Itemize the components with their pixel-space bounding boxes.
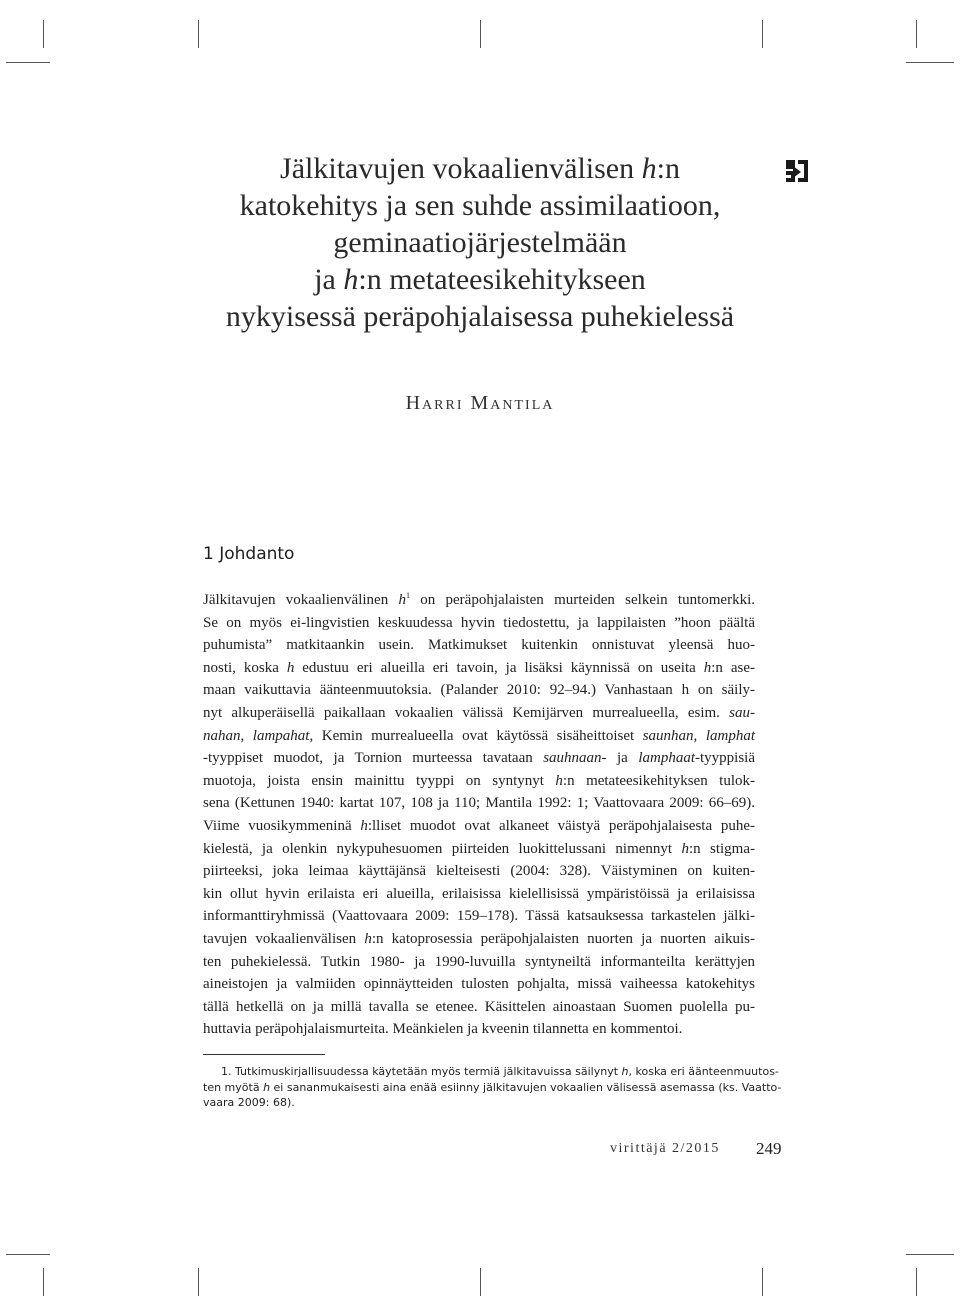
text-line: sena (Kettunen 1940: kartat 107, 108 ja 110; Mantila 1992: 1; Vaattovaara 2009: 66–69).	[203, 795, 755, 812]
crop-mark	[916, 20, 917, 48]
text-run: , Kemin murrealueella ovat käytössä sisäheittoiset	[309, 727, 643, 744]
section-heading: 1 Johdanto	[203, 544, 295, 564]
text-line	[203, 928, 755, 951]
text-run: - ja	[601, 750, 639, 767]
footnote-line	[203, 1064, 779, 1080]
body-paragraph	[203, 589, 755, 1041]
text-run: ten myötä	[203, 1080, 264, 1094]
italic-run: nahan	[203, 727, 241, 744]
crop-mark	[6, 1254, 50, 1255]
text-line	[203, 589, 755, 612]
text-line	[203, 657, 755, 680]
italic-run: sauhnaan	[543, 750, 602, 767]
crop-mark	[906, 62, 954, 63]
italic-run: h	[621, 1065, 629, 1078]
text-line: aineistojen ja valmiiden opinnäytteiden tulosten pohjalta, missä vaiheessa katokehitys	[203, 976, 755, 993]
text-run: ,	[240, 727, 253, 744]
footnote	[203, 1064, 782, 1111]
italic-run: sau-	[729, 704, 755, 721]
title-italic: h	[641, 152, 657, 185]
text-line: maan vaikuttavia äänteenmuutoksia. (Palander 2010: 92–94.) Vanhastaan h on säily-	[203, 682, 755, 699]
title-line: geminaatiojärjestelmään	[333, 226, 627, 259]
crop-mark	[480, 20, 481, 48]
title-line	[160, 150, 800, 187]
title-line: nykyisessä peräpohjalaisessa puhekielessä	[225, 300, 735, 333]
text-run: 1. Tutkimuskirjallisuudessa käytetään myös termiä jälkitavuissa säilynyt	[221, 1065, 622, 1078]
text-line: huttavia peräpohjalaismurteita. Meänkielen ja kveenin tilannetta en kommentoi.	[203, 1021, 683, 1038]
text-run: , koska eri äänteenmuutos-	[628, 1065, 779, 1078]
text-run: -tyyppiset muodot, ja Tornion murteessa tavataan	[203, 750, 544, 767]
text-run: Viime vuosikymmeninä	[203, 817, 361, 834]
title-text: Jälkitavujen vokaalienvälisen	[280, 152, 642, 185]
text-run: tavujen vokaalienvälisen	[203, 930, 365, 947]
italic-run: h	[555, 772, 563, 789]
crop-mark	[43, 20, 44, 48]
text-run: nyt alkuperäisellä paikallaan vokaalien välissä Kemijärven murrealueella, esim.	[203, 704, 730, 721]
text-run: ,	[693, 727, 706, 744]
title-text: ja	[314, 263, 344, 296]
article-title	[160, 150, 800, 335]
text-run: ei sananmukaisesti aina enää esiinny jälkitavujen vokaalien välisessä asemassa (ks. Vaatto-	[270, 1080, 782, 1094]
title-line: katokehitys ja sen suhde assimilaatioon,	[239, 189, 721, 222]
text-run: -tyyppisiä	[695, 750, 755, 767]
footnote-divider	[203, 1054, 325, 1055]
title-text: :n metateesikehitykseen	[358, 263, 646, 296]
text-run: :lliset muodot ovat alkaneet väistyä peräpohjalaisesta puhe-	[367, 817, 755, 834]
text-line: tällä hetkellä on ja millä tavalla se etenee. Käsittelen ainoastaan Suomen puolella pu-	[203, 998, 755, 1015]
text-line	[203, 702, 755, 725]
italic-run: h	[703, 659, 712, 676]
text-run: :n ase-	[711, 659, 755, 676]
crop-mark	[762, 20, 763, 48]
journal-name: virittäjä 2/2015	[610, 1141, 720, 1156]
page-number: 249	[756, 1139, 782, 1158]
text-run: on peräpohjalaisten murteiden selkein tuntomerkki.	[409, 592, 755, 608]
text-run: edustuu eri alueilla eri tavoin, ja lisäksi käynnissä on useita	[294, 659, 704, 676]
crop-mark	[26, 62, 50, 63]
footnote-line	[203, 1080, 782, 1096]
italic-run: h	[286, 659, 295, 676]
italic-run: h	[360, 817, 368, 834]
text-line: piirteeksi, joka leimaa käyttäjänsä kielteisesti (2004: 328). Väistyminen on kuiten-	[203, 863, 755, 880]
footnote-line: vaara 2009: 68).	[203, 1096, 295, 1109]
italic-run: saunhan	[642, 727, 694, 744]
crop-mark	[906, 1254, 954, 1255]
text-line	[203, 770, 755, 793]
author-name: Harri Mantila	[405, 392, 555, 414]
crop-mark	[43, 1268, 44, 1296]
text-line: informanttiryhmissä (Vaattovaara 2009: 159–178). Tässä katsauksessa tarkastelen jälki-	[203, 908, 755, 925]
text-line	[203, 725, 755, 748]
crop-mark	[198, 1268, 199, 1296]
crop-mark	[480, 1268, 481, 1296]
text-line: puhumista” matkitaankin usein. Matkimukset kuitenkin onnistuvat yleensä huo-	[203, 637, 755, 654]
text-line	[203, 815, 755, 838]
italic-run: h	[681, 840, 689, 857]
text-run: :n stigma-	[688, 840, 755, 857]
text-line	[203, 838, 755, 861]
text-run: nosti, koska	[203, 659, 287, 676]
crop-mark	[198, 20, 199, 48]
title-line	[160, 261, 800, 298]
text-run: kielestä, ja olenkin nykypuhesuomen piirteiden luokittelussani nimennyt	[203, 840, 682, 857]
title-text: :n	[656, 152, 680, 185]
text-run: Jälkitavujen vokaalienvälinen	[203, 592, 399, 608]
text-run: muotoja, joista ensin mainittu tyyppi on syntynyt	[203, 772, 556, 789]
text-run: :n metateesikehityksen tulok-	[562, 772, 756, 789]
italic-run: h	[364, 930, 372, 947]
text-line	[203, 747, 755, 770]
text-run: :n katoprosessia peräpohjalaisten nuorten ja nuorten aikuis-	[371, 930, 755, 947]
title-italic: h	[343, 263, 359, 296]
text-line: ten puhekielessä. Tutkin 1980- ja 1990-luvuilla syntyneiltä informanteilta kerättyjen	[203, 953, 755, 970]
text-line: kin ollut hyvin erilaista eri alueilla, erilaisissa kielellisissä ympäristöissä ja erilaisissa	[203, 885, 755, 902]
italic-run: lampahat	[252, 727, 310, 744]
crop-mark	[916, 1268, 917, 1296]
text-line: Se on myös ei-lingvistien keskuudessa hyvin tiedostettu, ja lappilaisten ”hoon päältä	[203, 614, 755, 631]
italic-run: h	[398, 592, 406, 608]
italic-run: lamphat	[705, 727, 756, 744]
crop-mark	[762, 1268, 763, 1296]
italic-run: lamphaat	[638, 750, 695, 767]
italic-run: h	[263, 1080, 271, 1094]
footnote-marker[interactable]: 1	[405, 591, 410, 600]
